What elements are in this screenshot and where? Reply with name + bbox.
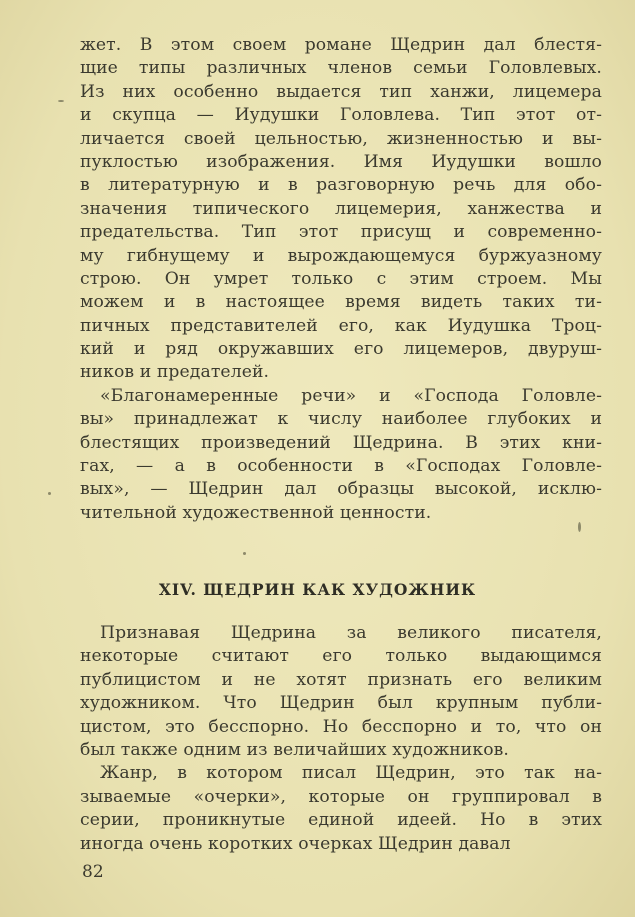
text-line: зываемые «очерки», которые он группировал в	[80, 786, 602, 807]
text-line: художником. Что Щедрин был крупным публи-	[80, 693, 602, 714]
text-line: иногда очень коротких очерках Щедрин давал	[80, 833, 511, 854]
text-line: му гибнущему и вырождающемуся буржуазному	[80, 245, 602, 266]
text-line: гах, — а в особенности в «Господах Головле-	[80, 456, 602, 477]
text-line: вы» принадлежат к числу наиболее глубоких и	[80, 409, 602, 430]
text-line: Жанр, в котором писал Щедрин, это так на-	[100, 763, 602, 784]
text-line: некоторые считают его только выдающимся	[80, 646, 602, 667]
text-line: серии, проникнутые единой идеей. Но в этих	[80, 810, 602, 831]
text-line: блестящих произведений Щедрина. В этих кни-	[80, 432, 602, 453]
text-line: пичных представителей его, как Иудушка Троц-	[80, 315, 602, 336]
text-line: цистом, это бесспорно. Но бесспорно и то, что он	[80, 716, 602, 737]
text-line: «Благонамеренные речи» и «Господа Головле-	[100, 385, 602, 406]
text-line: значения типического лицемерия, ханжества и	[80, 198, 602, 219]
text-line: и скупца — Иудушки Головлева. Тип этот от-	[80, 105, 602, 126]
text-line: был также одним из величайших художников.	[80, 739, 509, 760]
text-line: личается своей цельностью, жизненностью и вы-	[80, 128, 602, 149]
text-line: строю. Он умрет только с этим строем. Мы	[80, 268, 602, 289]
scan-speck	[48, 492, 51, 495]
text-line: щие типы различных членов семьи Головлевых.	[80, 58, 602, 79]
text-line: Из них особенно выдается тип ханжи, лицемера	[80, 81, 602, 102]
text-line: кий и ряд окружавших его лицемеров, двуруш-	[80, 339, 602, 360]
text-line: предательства. Тип этот присущ и современно-	[80, 222, 602, 243]
scan-speck	[58, 100, 64, 102]
text-line: в литературную и в разговорную речь для обо-	[80, 175, 602, 196]
text-line: вых», — Щедрин дал образцы высокой, исклю-	[80, 479, 602, 500]
text-line: пуклостью изображения. Имя Иудушки вошло	[80, 151, 602, 172]
text-line: публицистом и не хотят признать его великим	[80, 669, 602, 690]
text-block-2	[80, 622, 602, 856]
text-line: Признавая Щедрина за великого писателя,	[100, 623, 602, 643]
text-block-1	[80, 34, 602, 525]
scan-speck	[578, 522, 581, 532]
chapter-heading: XIV. ЩЕДРИН КАК ХУДОЖНИК	[158, 580, 477, 599]
scan-speck	[243, 552, 246, 555]
page-number: 82	[82, 862, 104, 882]
text-line: жет. В этом своем романе Щедрин дал блестя-	[80, 35, 602, 55]
text-line: чительной художественной ценности.	[80, 502, 432, 523]
text-line: ников и предателей.	[80, 362, 270, 383]
text-line: можем и в настоящее время видеть таких ти-	[80, 292, 602, 313]
